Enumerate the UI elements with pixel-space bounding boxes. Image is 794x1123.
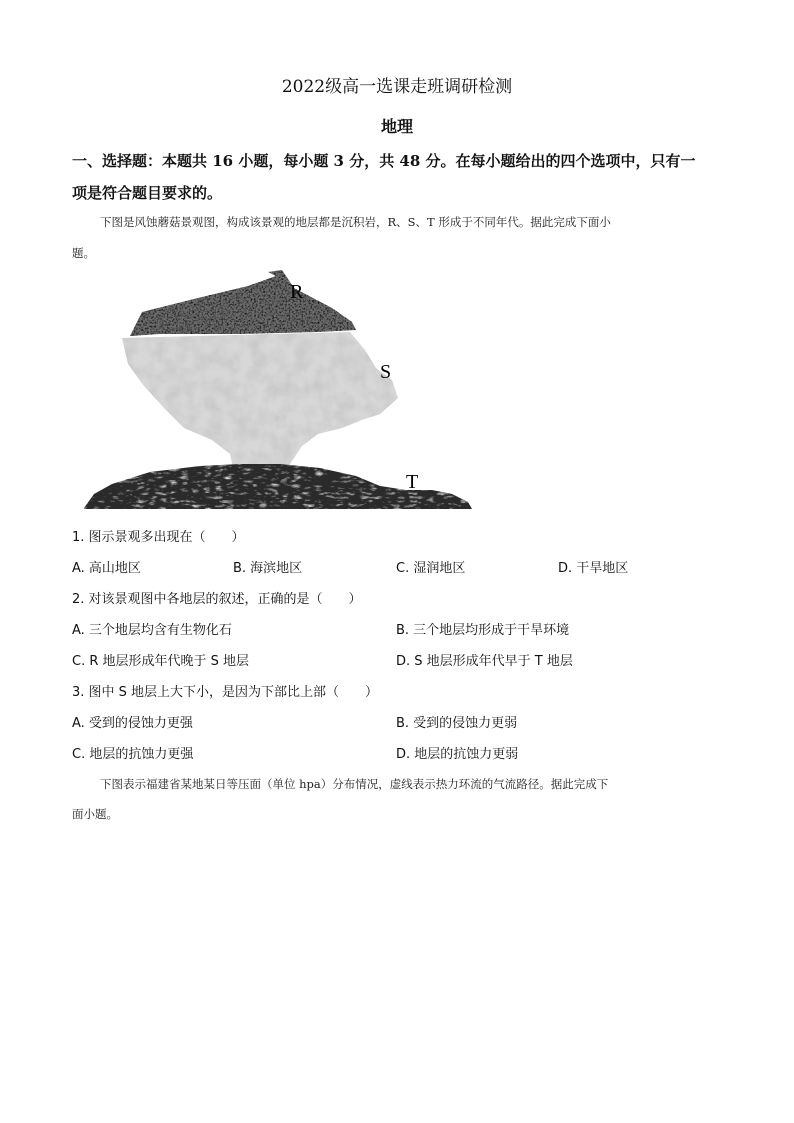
- section-heading-line1: 一、选择题：本题共 16 小题，每小题 3 分，共 48 分。在每小题给出的四个选项中，只有一: [72, 152, 696, 170]
- question-2-option-a: A. 三个地层均含有生物化石: [72, 623, 232, 638]
- question-3-option-a: A. 受到的侵蚀力更强: [72, 716, 193, 731]
- question-2-option-b: B. 三个地层均形成于干旱环境: [396, 623, 570, 638]
- question-1-option-a: A. 高山地区: [72, 561, 141, 576]
- question-2-option-c: C. R 地层形成年代晚于 S 地层: [72, 654, 250, 669]
- question-3-option-c: C. 地层的抗蚀力更强: [72, 747, 194, 762]
- section-heading-line2: 项是符合题目要求的。: [72, 184, 223, 202]
- subject-title: 地理: [380, 117, 413, 136]
- question-1-option-c: C. 湿润地区: [396, 561, 466, 576]
- label-t: T: [406, 471, 419, 493]
- exam-title: 2022级高一选课走班调研检测: [281, 77, 513, 97]
- intro-paragraph-1-line1: 下图是风蚀蘑菇景观图，构成该景观的地层都是沉积岩，R、S、T 形成于不同年代。据此完成下面小: [100, 215, 611, 229]
- question-2-stem: 2. 对该景观图中各地层的叙述，正确的是（ ）: [72, 592, 362, 607]
- question-3-option-d: D. 地层的抗蚀力更弱: [396, 747, 519, 762]
- question-2-option-d: D. S 地层形成年代早于 T 地层: [396, 654, 573, 669]
- question-3-stem: 3. 图中 S 地层上大下小，是因为下部比上部（ ）: [72, 685, 379, 700]
- question-1-option-b: B. 海滨地区: [233, 561, 303, 576]
- mushroom-rock-figure: [80, 268, 480, 514]
- question-3-option-b: B. 受到的侵蚀力更弱: [396, 716, 518, 731]
- label-r: R: [290, 281, 304, 303]
- intro-paragraph-2-line2: 面小题。: [72, 807, 118, 821]
- question-1-stem: 1. 图示景观多出现在（ ）: [72, 530, 245, 545]
- question-1-option-d: D. 干旱地区: [558, 561, 629, 576]
- intro-paragraph-2-line1: 下图表示福建省某地某日等压面（单位 hpa）分布情况，虚线表示热力环流的气流路径。据此完成下: [100, 777, 609, 791]
- mushroom-rock-illustration: [80, 268, 480, 514]
- label-s: S: [380, 361, 392, 383]
- intro-paragraph-1-line2: 题。: [72, 246, 95, 260]
